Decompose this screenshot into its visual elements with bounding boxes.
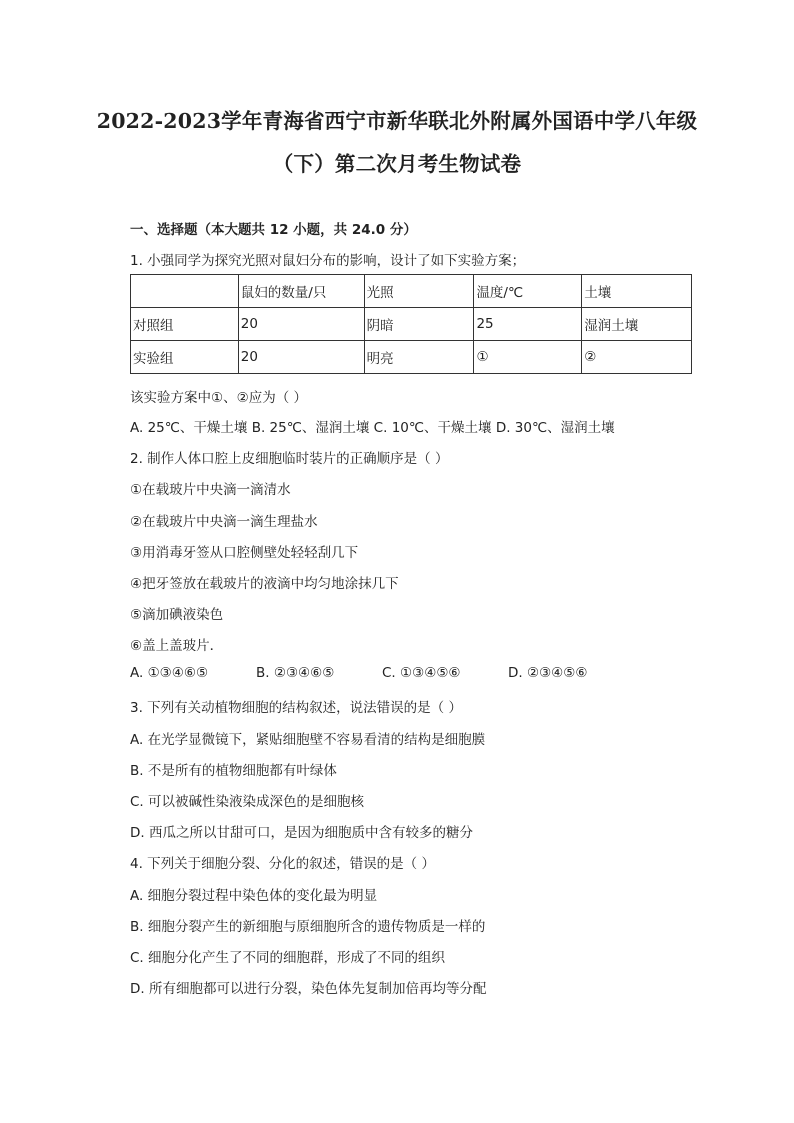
table-cell: 明亮: [364, 341, 474, 374]
question-3-option-a: A. 在光学显微镜下，紧贴细胞壁不容易看清的结构是细胞膜: [130, 732, 486, 748]
table-cell: 湿润土壤: [582, 308, 692, 341]
table-cell: 阴暗: [364, 308, 474, 341]
option-b: B. ②③④⑥⑤: [256, 665, 335, 681]
option-a: A. ①③④⑥⑤: [130, 665, 209, 681]
question-2-step: ④把牙签放在载玻片的液滴中均匀地涂抹几下: [130, 576, 399, 592]
question-2-step: ⑤滴加碘液染色: [130, 607, 224, 623]
question-3-stem: 3. 下列有关动植物细胞的结构叙述，说法错误的是（ ）: [130, 700, 462, 716]
question-1-options: A. 25℃、干燥土壤 B. 25℃、湿润土壤 C. 10℃、干燥土壤 D. 30℃、湿润土壤: [130, 420, 615, 436]
option-c: C. ①③④⑤⑥: [382, 665, 461, 681]
table-cell: 20: [238, 308, 364, 341]
table-cell: 对照组: [131, 308, 239, 341]
question-3-option-d: D. 西瓜之所以甘甜可口，是因为细胞质中含有较多的糖分: [130, 825, 473, 841]
table-header-cell: 温度/℃: [474, 275, 582, 308]
exam-title-line-2: （下）第二次月考生物试卷: [272, 152, 522, 176]
question-2-stem: 2. 制作人体口腔上皮细胞临时装片的正确顺序是（ ）: [130, 451, 449, 467]
question-2-step: ②在载玻片中央滴一滴生理盐水: [130, 514, 318, 530]
question-2-step: ③用消毒牙签从口腔侧壁处轻轻刮几下: [130, 545, 359, 561]
question-3-option-b: B. 不是所有的植物细胞都有叶绿体: [130, 763, 337, 779]
question-3-option-c: C. 可以被碱性染液染成深色的是细胞核: [130, 794, 365, 810]
table-row: [131, 341, 692, 374]
question-2-step: ⑥盖上盖玻片．: [130, 638, 224, 654]
question-4-option-d: D. 所有细胞都可以进行分裂，染色体先复制加倍再均等分配: [130, 981, 487, 997]
table-header-cell: 鼠妇的数量/只: [238, 275, 364, 308]
question-4-option-a: A. 细胞分裂过程中染色体的变化最为明显: [130, 888, 378, 904]
question-2-options: [130, 665, 588, 681]
question-1-stem: 1. 小强同学为探究光照对鼠妇分布的影响，设计了如下实验方案；: [130, 253, 526, 269]
question-4-option-b: B. 细胞分裂产生的新细胞与原细胞所含的遗传物质是一样的: [130, 919, 486, 935]
table-header-cell: 土壤: [582, 275, 692, 308]
question-4-stem: 4. 下列关于细胞分裂、分化的叙述，错误的是（ ）: [130, 856, 435, 872]
question-2-step: ①在载玻片中央滴一滴清水: [130, 482, 291, 498]
section-heading: 一、选择题（本大题共 12 小题，共 24.0 分）: [130, 222, 417, 238]
table-cell: ①: [474, 341, 582, 374]
table-cell: ②: [582, 341, 692, 374]
experiment-table: [130, 274, 692, 374]
question-4-option-c: C. 细胞分化产生了不同的细胞群，形成了不同的组织: [130, 950, 446, 966]
table-header-cell: [131, 275, 239, 308]
table-row: [131, 308, 692, 341]
table-header-row: [131, 275, 692, 308]
table-cell: 20: [238, 341, 364, 374]
table-header-cell: 光照: [364, 275, 474, 308]
table-cell: 25: [474, 308, 582, 341]
option-d: D. ②③④⑤⑥: [508, 665, 588, 681]
table-cell: 实验组: [131, 341, 239, 374]
question-1-prompt: 该实验方案中①、②应为（ ）: [130, 390, 307, 406]
exam-title-line-1: 2022-2023学年青海省西宁市新华联北外附属外国语中学八年级: [96, 109, 698, 133]
